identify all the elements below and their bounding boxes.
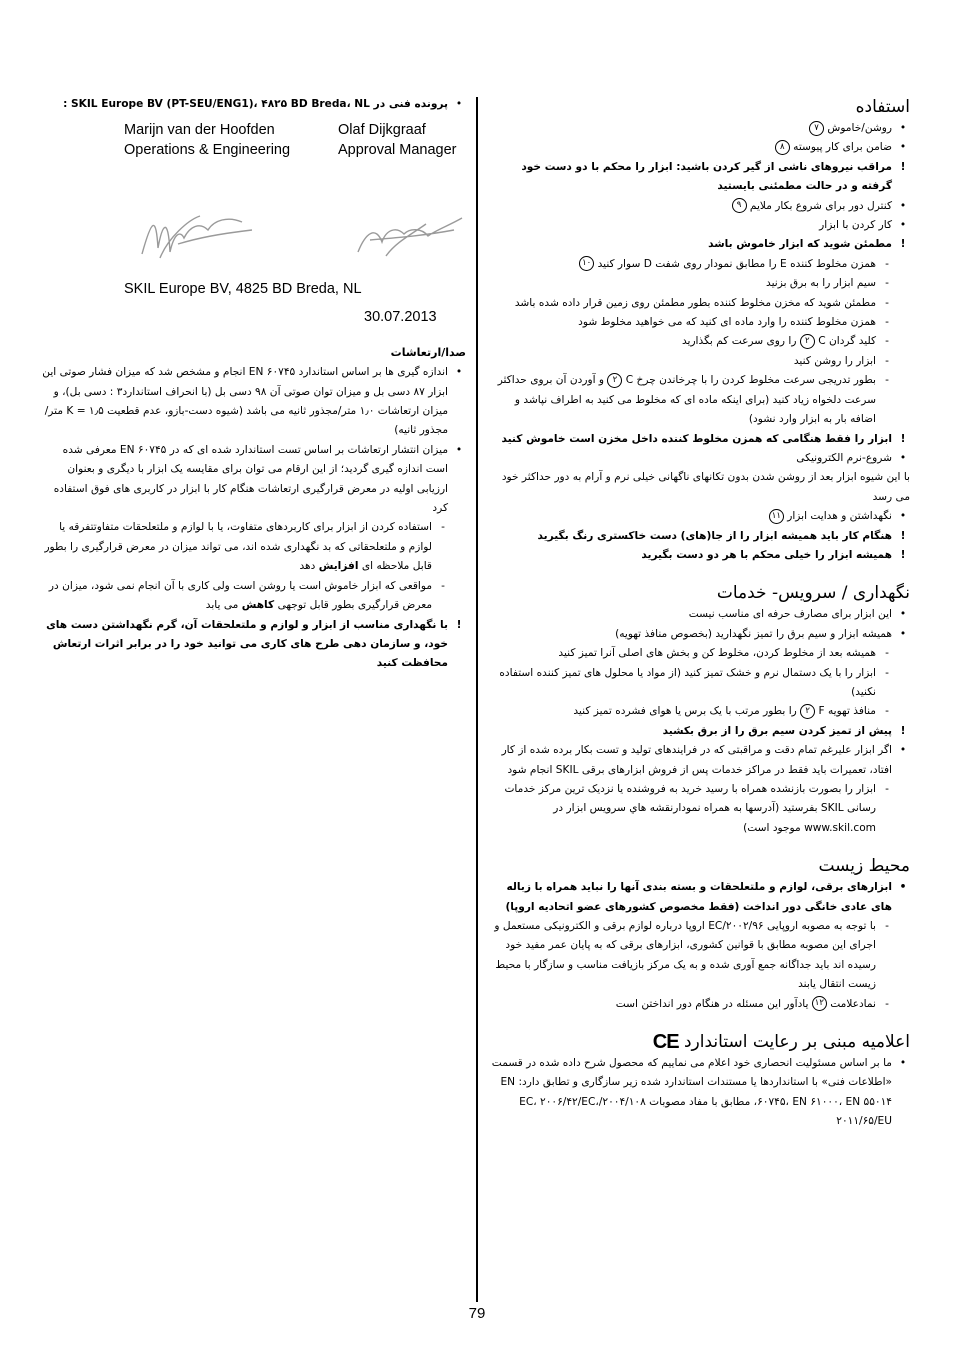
figure-ref: ۷ [809, 121, 824, 136]
conformity-list [490, 1054, 910, 1132]
list-item: • میزان انتشار ارتعاشات بر اساس تست استاندارد شده ای که در EN ۶۰۷۴۵ معرفی شده است اندازه گیری گردید؛ از این ارقام می توان برای مقایسه یک ابزار با دیگری و بعنوان ارزیابی اولیه در معرض قرارگیری ارتعاشات هنگام کار با ابزار در کاربری های فوق استفاده کرد [53, 443, 463, 515]
sub-item: - همیشه بعد از مخلوط کردن، مخلوط کن و بخش های اصلی آنرا تمیز کنید [558, 647, 889, 660]
sub-item: - استفاده کردن از ابزار برای کاربردهای متفاوت، یا با لوازم و ملتعلحقات متفاوتتفرقه یا لوازم و ملتعلحقاتی که بد نگهداری شده اند، می تواند میزان در معرض قرارگیری را بطور قابل ملاحظه ای افزایش دهد [44, 521, 445, 573]
warning-item: ! مراقب نیروهای ناشی از گیر کردن باشید: ابزار را محکم با دو دست خود گرفته و در حالت مطمئنی بایستید [521, 160, 906, 193]
signatory-name: Marijn van der Hoofden [124, 122, 275, 139]
sub-item: - همزن مخلوط کننده E را مطابق نمودار روی شفت D سوار کنید ۱۰ [490, 255, 910, 274]
list-item: • روشن/خاموش ۷ [490, 119, 910, 138]
usage-list [490, 119, 910, 565]
list-item: • ابزارهای برقی، لوازم و ملتعلحقات و بسته بندی آنها را نباید همراه با زباله های عادی خانگی دور انداخت (فقط مخصوص کشورهای عضو اتحادیه اروپا) [505, 881, 907, 913]
column-divider [476, 97, 478, 1302]
figure-ref: ۱۱ [769, 509, 784, 524]
list-item: • کار کردن با ابزار [819, 219, 907, 232]
sub-item: - مواقعی که ابزار خاموش است یا روشن است ولی کاری با آن انجام نمی شود، میزان در معرض قرارگیری بطور قابل توجهی کاهش می یابد [48, 579, 445, 612]
list-item: • کنترل دور برای شروع بکار ملایم ۹ [490, 197, 910, 216]
warning-item: ! همیشه ابزار را خیلی محکم با هر دو دست بگیرید [641, 548, 906, 561]
usage-title: استفاده [855, 97, 910, 117]
warning-item: ! پیش از تمیز کردن سیم برق را از برق بکشید [662, 724, 906, 737]
company-address: SKIL Europe BV, 4825 BD Breda, NL [124, 281, 362, 298]
signatory-role: Approval Manager [338, 142, 457, 159]
sub-item: - ابزار را روشن کنید [793, 354, 889, 367]
figure-ref: ۲ [800, 704, 815, 719]
page-number: 79 [468, 1305, 486, 1322]
list-item: • ما بر اساس مسئولیت انحصاری خود اعلام می نماییم که محصول شرح داده شده در قسمت «اطلاعات فنی» با استانداردها یا مستندات استاندارد شده زیر سازگاری و تطابق دارد: EN ۶۰۷۴۵، EN ۶۱۰۰۰، EN ۵۵۰۱۴، مطابق با مفاد مصوبات ۲۰۰۴/۱۰۸/EC، ۲۰۰۶/۴۲/EC، ۲۰۱۱/۶۵/EU [491, 1057, 907, 1128]
noise-list [42, 363, 466, 674]
warning-item: ! هنگام کار باید همیشه ابزار را از جا(های) دست خاکستری رنگ بگیرید [537, 529, 906, 542]
conformity-title: اعلامیه مبنی بر رعایت استاندارد CE [652, 1031, 910, 1054]
sub-item: - همزن مخلوط کننده را وارد ماده ای کنید که می خواهید مخلوط شود [578, 316, 889, 329]
figure-ref: ۱۰ [579, 256, 594, 271]
declaration-date: 30.07.2013 [364, 308, 437, 325]
warning-item: ! مطمئن شوید که ابزار خاموش باشد [708, 238, 906, 251]
figure-ref: ۸ [775, 140, 790, 155]
sub-item: - ابزار را بصورت بازنشده همراه با رسید خرید به فروشنده یا نزدیک ترین مرکز خدمات رسانی SKIL بفرستید (آدرسها به همراه نمودارنقشه هاي سرويس ابزار در www.skil.com موجود است) [504, 783, 889, 834]
figure-ref: ۱۲ [812, 996, 827, 1011]
list-item: • شروع-نرم الکترونیکی [796, 451, 907, 464]
signatory [338, 120, 457, 160]
noise-title: صدا/ارتعاشات [390, 346, 466, 360]
signatory [124, 120, 290, 160]
signature-image [138, 208, 258, 264]
sub-item: - منافذ تهویه F ۲ را بطور مرتب با یک برس یا هوای فشرده تمیز کنید [573, 705, 889, 718]
list-item: • این ابزار برای مصارف حرفه ای مناسب نیست [688, 608, 907, 621]
signature-block [42, 120, 466, 280]
sub-item: - ابزار را با یک دستمال نرم و خشک تمیز کنید (از مواد یا محلول های تمیز کننده استفاده نکنید) [499, 666, 889, 698]
plain-text: با این شیوه ابزار بعد از روشن شدن بدون تکانهای ناگهانی خیلی نرم و آرام به دور حداکثر خود می رسد [501, 471, 910, 503]
sub-item: - بطور تدریجی سرعت مخلوط کردن را با چرخاندن چرخ C ۲ و آوردن آن بروی حداکثر سرعت دلخواه زیاد کنید (برای اینکه ماده ای که مخلوط می کنید به اطراف نپاشد و اضافه بار به ابزار وارد نشود) [497, 374, 889, 426]
sub-item: - نمادعلامت ۱۲ یادآور این مسئله در هنگام دور انداختن است [615, 997, 889, 1010]
left-column [42, 95, 466, 674]
ce-mark-icon: CE [652, 1031, 679, 1054]
list-item: • اندازه گیری ها بر اساس استاندارد EN ۶۰۷۴۵ انجام و مشخص شد که میزان فشار صوتی این ابزار ۸۷ دسی بل و میزان توان صوتی آن ۹۸ دسی بل (با انحراف استاندارد۳ : دسی بل)، و میزان ارتعاشات ۱٫۰ متر/مجذور ثانیه می باشد (شیوه دست-بازو، عدم قطعیت K = ۱٫۵ متر/مجذور ثانیه) [42, 366, 463, 437]
signatory-role: Operations & Engineering [124, 142, 291, 159]
figure-ref: ۲ [607, 373, 622, 388]
environment-list [490, 878, 910, 1014]
list-item: • ضامن برای کار پیوسته ۸ [490, 138, 910, 157]
maintenance-title: نگهداری / سرویس- خدمات [716, 583, 910, 604]
right-column [490, 95, 910, 1132]
sub-item: - سیم ابزار را به برق بزنید [766, 277, 889, 290]
sub-item: - مطمئن شوید که مخزن مخلوط کننده بطور مطمئن روی زمین قرار داده شده باشد [514, 296, 889, 309]
environment-title: محیط زیست [818, 856, 910, 877]
maintenance-list [490, 605, 910, 838]
sub-item: - با توجه به مصوبه اروپایی ۲۰۰۲/۹۶/EC اروپا درباره لوازم برقی و الکترونیکی مستعمل و اجرای این مصوبه مطابق با قوانین کشوری، ابزارهای برقی که به پایان عمر مفید خود رسیده اند باید جداگانه جمع آوری شده و به یک مرکز بازیافت مناسب و سازگار با محیط زیست انتقال یابند [494, 920, 889, 991]
list-item: • اگر ابزار علیرغم تمام دقت و مراقبتی که در فرایندهای تولید و تست بکار برده شده از کار افتاد، تعمیرات باید فقط در مراکز خدمات پس از فروش ابزارهای برقی SKIL انجام شود [501, 744, 907, 776]
list-item: • نگهداشتن و هدایت ابزار ۱۱ [490, 507, 910, 526]
technical-file: • پرونده فنی در SKIL Europe BV (PT-SEU/ENG1)، ۴۸۲۵ BD Breda، NL : [63, 98, 463, 110]
figure-ref: ۹ [732, 198, 747, 213]
figure-ref: ۲ [800, 334, 815, 349]
warning-item: ! ابزار را فقط هنگامی که همزن مخلوط کننده داخل مخزن است خاموش کنید [501, 432, 906, 445]
signatory-name: Olaf Dijkgraaf [338, 122, 426, 139]
signature-image [352, 212, 472, 260]
sub-item: - کلید گردان C ۲ را روی سرعت کم بگذارید [681, 335, 889, 348]
warning-item: ! با نگهداری مناسب از ابزار و لوازم و ملتعلحقات آن، گرم نگهداشتن دست های خود، و سازمان دهی طرح های کاری می توانید خود را در برابر اثرات ارتعاش محافظت کنید [46, 618, 462, 670]
list-item: • همیشه ابزار و سیم برق را تمیز نگهدارید (بخصوص منافذ تهویه) [615, 627, 907, 640]
technical-file-list [42, 95, 466, 114]
